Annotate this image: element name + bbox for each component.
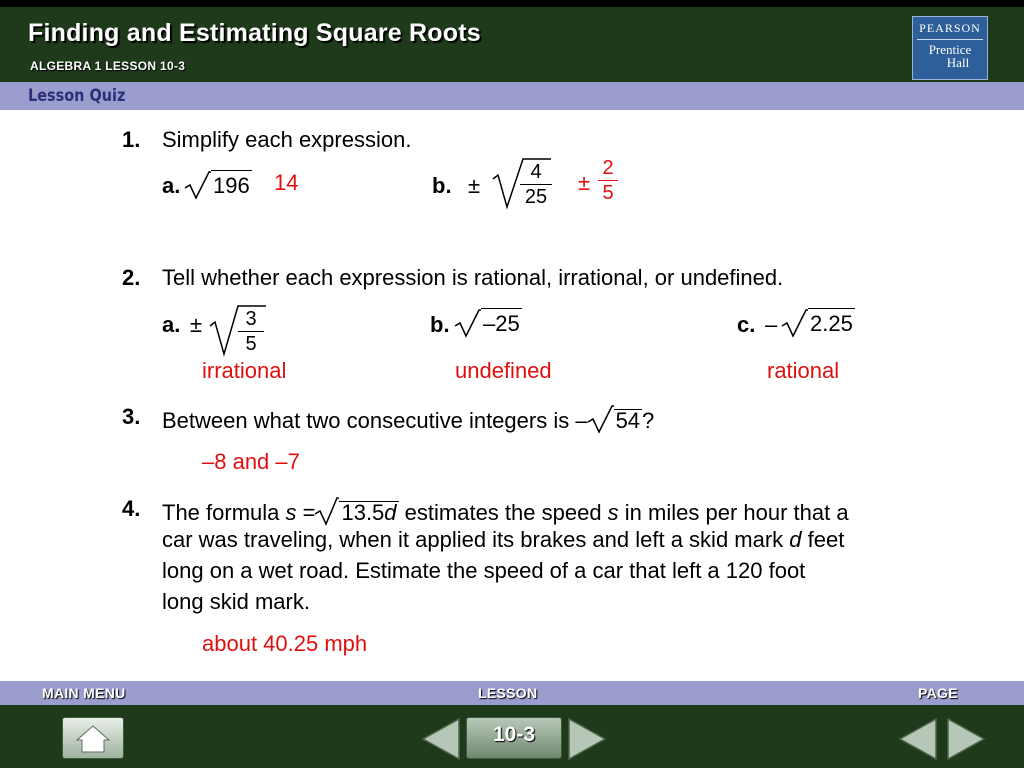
next-lesson-button[interactable] [567,717,607,761]
q2b-radicand: –25 [481,308,522,337]
page-label: PAGE [918,685,958,701]
logo-line-1: PEARSON [917,21,983,40]
q4-text-1b: estimates the speed [398,500,608,525]
logo-line-3: Hall [946,55,970,70]
main-menu-button[interactable] [62,717,124,759]
q1b-answer-numerator: 2 [598,156,618,181]
q4-line-3: long on a wet road. Estimate the speed of a car that left a 120 foot [162,558,806,583]
q1b-fraction [520,160,552,209]
previous-page-button[interactable] [898,717,938,761]
q1b-denominator: 25 [524,186,548,208]
q1b-numerator: 4 [520,160,552,185]
q2a-denominator: 5 [245,333,257,355]
q2b-label: b. [430,312,450,337]
q1-number: 1. [122,127,141,152]
q2a-plus-minus: ± [190,312,203,337]
lesson-quiz-bar [0,82,1024,110]
q2a-numerator: 3 [238,307,264,332]
q4-var-d: d [384,500,397,525]
q4-number: 4. [122,496,141,521]
q4-line-4: long skid mark. [162,589,310,614]
q1a-answer: 14 [274,170,299,195]
q4-var-s: s [285,500,297,525]
q3-radicand: 54 [615,408,641,433]
q2c-label: c. [737,312,756,337]
q4-radicand [339,501,398,524]
radical-icon [782,308,808,338]
lesson-number-button[interactable]: 10-3 [466,717,562,759]
q1-text: Simplify each expression. [162,127,412,152]
q1b-answer-denominator: 5 [602,182,614,204]
q2c-answer: rational [767,358,840,383]
q4-text-1c: in miles per hour that a [618,500,849,525]
q3-line [162,404,654,434]
radical-icon [315,496,339,526]
q1a-label: a. [162,173,181,198]
q1b-plus-minus: ± [468,173,481,198]
main-menu-label: MAIN MENU [42,685,126,701]
home-icon [63,718,123,758]
lesson-subtitle: ALGEBRA 1 LESSON 10-3 [30,59,186,73]
header [0,0,1024,82]
q2-number: 2. [122,265,141,290]
logo-line-2: Prentice [928,42,972,57]
q2a-fraction [238,307,264,356]
q4-var-d-2: d [789,527,802,552]
lesson-quiz-label: Lesson Quiz [28,86,126,106]
q2-text: Tell whether each expression is rational, irrational, or undefined. [162,265,784,290]
q4-text-2b: feet [801,527,845,552]
q4-answer: about 40.25 mph [202,631,368,656]
radical-icon [455,308,481,338]
q2b-answer: undefined [455,358,552,383]
q2a-answer: irrational [202,358,287,383]
q3-text-before: Between what two consecutive integers is – [162,408,588,433]
q3-answer: –8 and –7 [202,449,300,474]
pearson-logo [912,16,988,80]
q4-radicand-number: 13.5 [341,500,385,525]
q1b-answer-fraction [598,156,618,205]
page-title: Finding and Estimating Square Roots [28,19,481,47]
q4-equals: = [296,500,316,525]
q1b-label: b. [432,173,452,198]
q3-number: 3. [122,404,141,429]
radical-icon [588,404,614,434]
q1b-answer-plus-minus: ± [578,170,591,195]
radical-icon [185,170,211,200]
q2c-radicand: 2.25 [808,308,855,337]
q1a-radicand: 196 [211,170,252,199]
next-page-button[interactable] [946,717,986,761]
q4-text-1a: The formula [162,500,286,525]
q2c-sign: – [765,312,778,337]
q2a-label: a. [162,312,181,337]
lesson-label: LESSON [478,685,538,701]
q4-text-2a: car was traveling, when it applied its brakes and left a skid mark [162,527,790,552]
previous-lesson-button[interactable] [421,717,461,761]
nav-labels-bar [0,681,1024,705]
q3-text-after: ? [642,408,655,433]
footer-nav [0,705,1024,768]
q4-line-2 [162,527,844,553]
q4-var-s-2: s [607,500,619,525]
q4-line-1 [162,496,849,526]
